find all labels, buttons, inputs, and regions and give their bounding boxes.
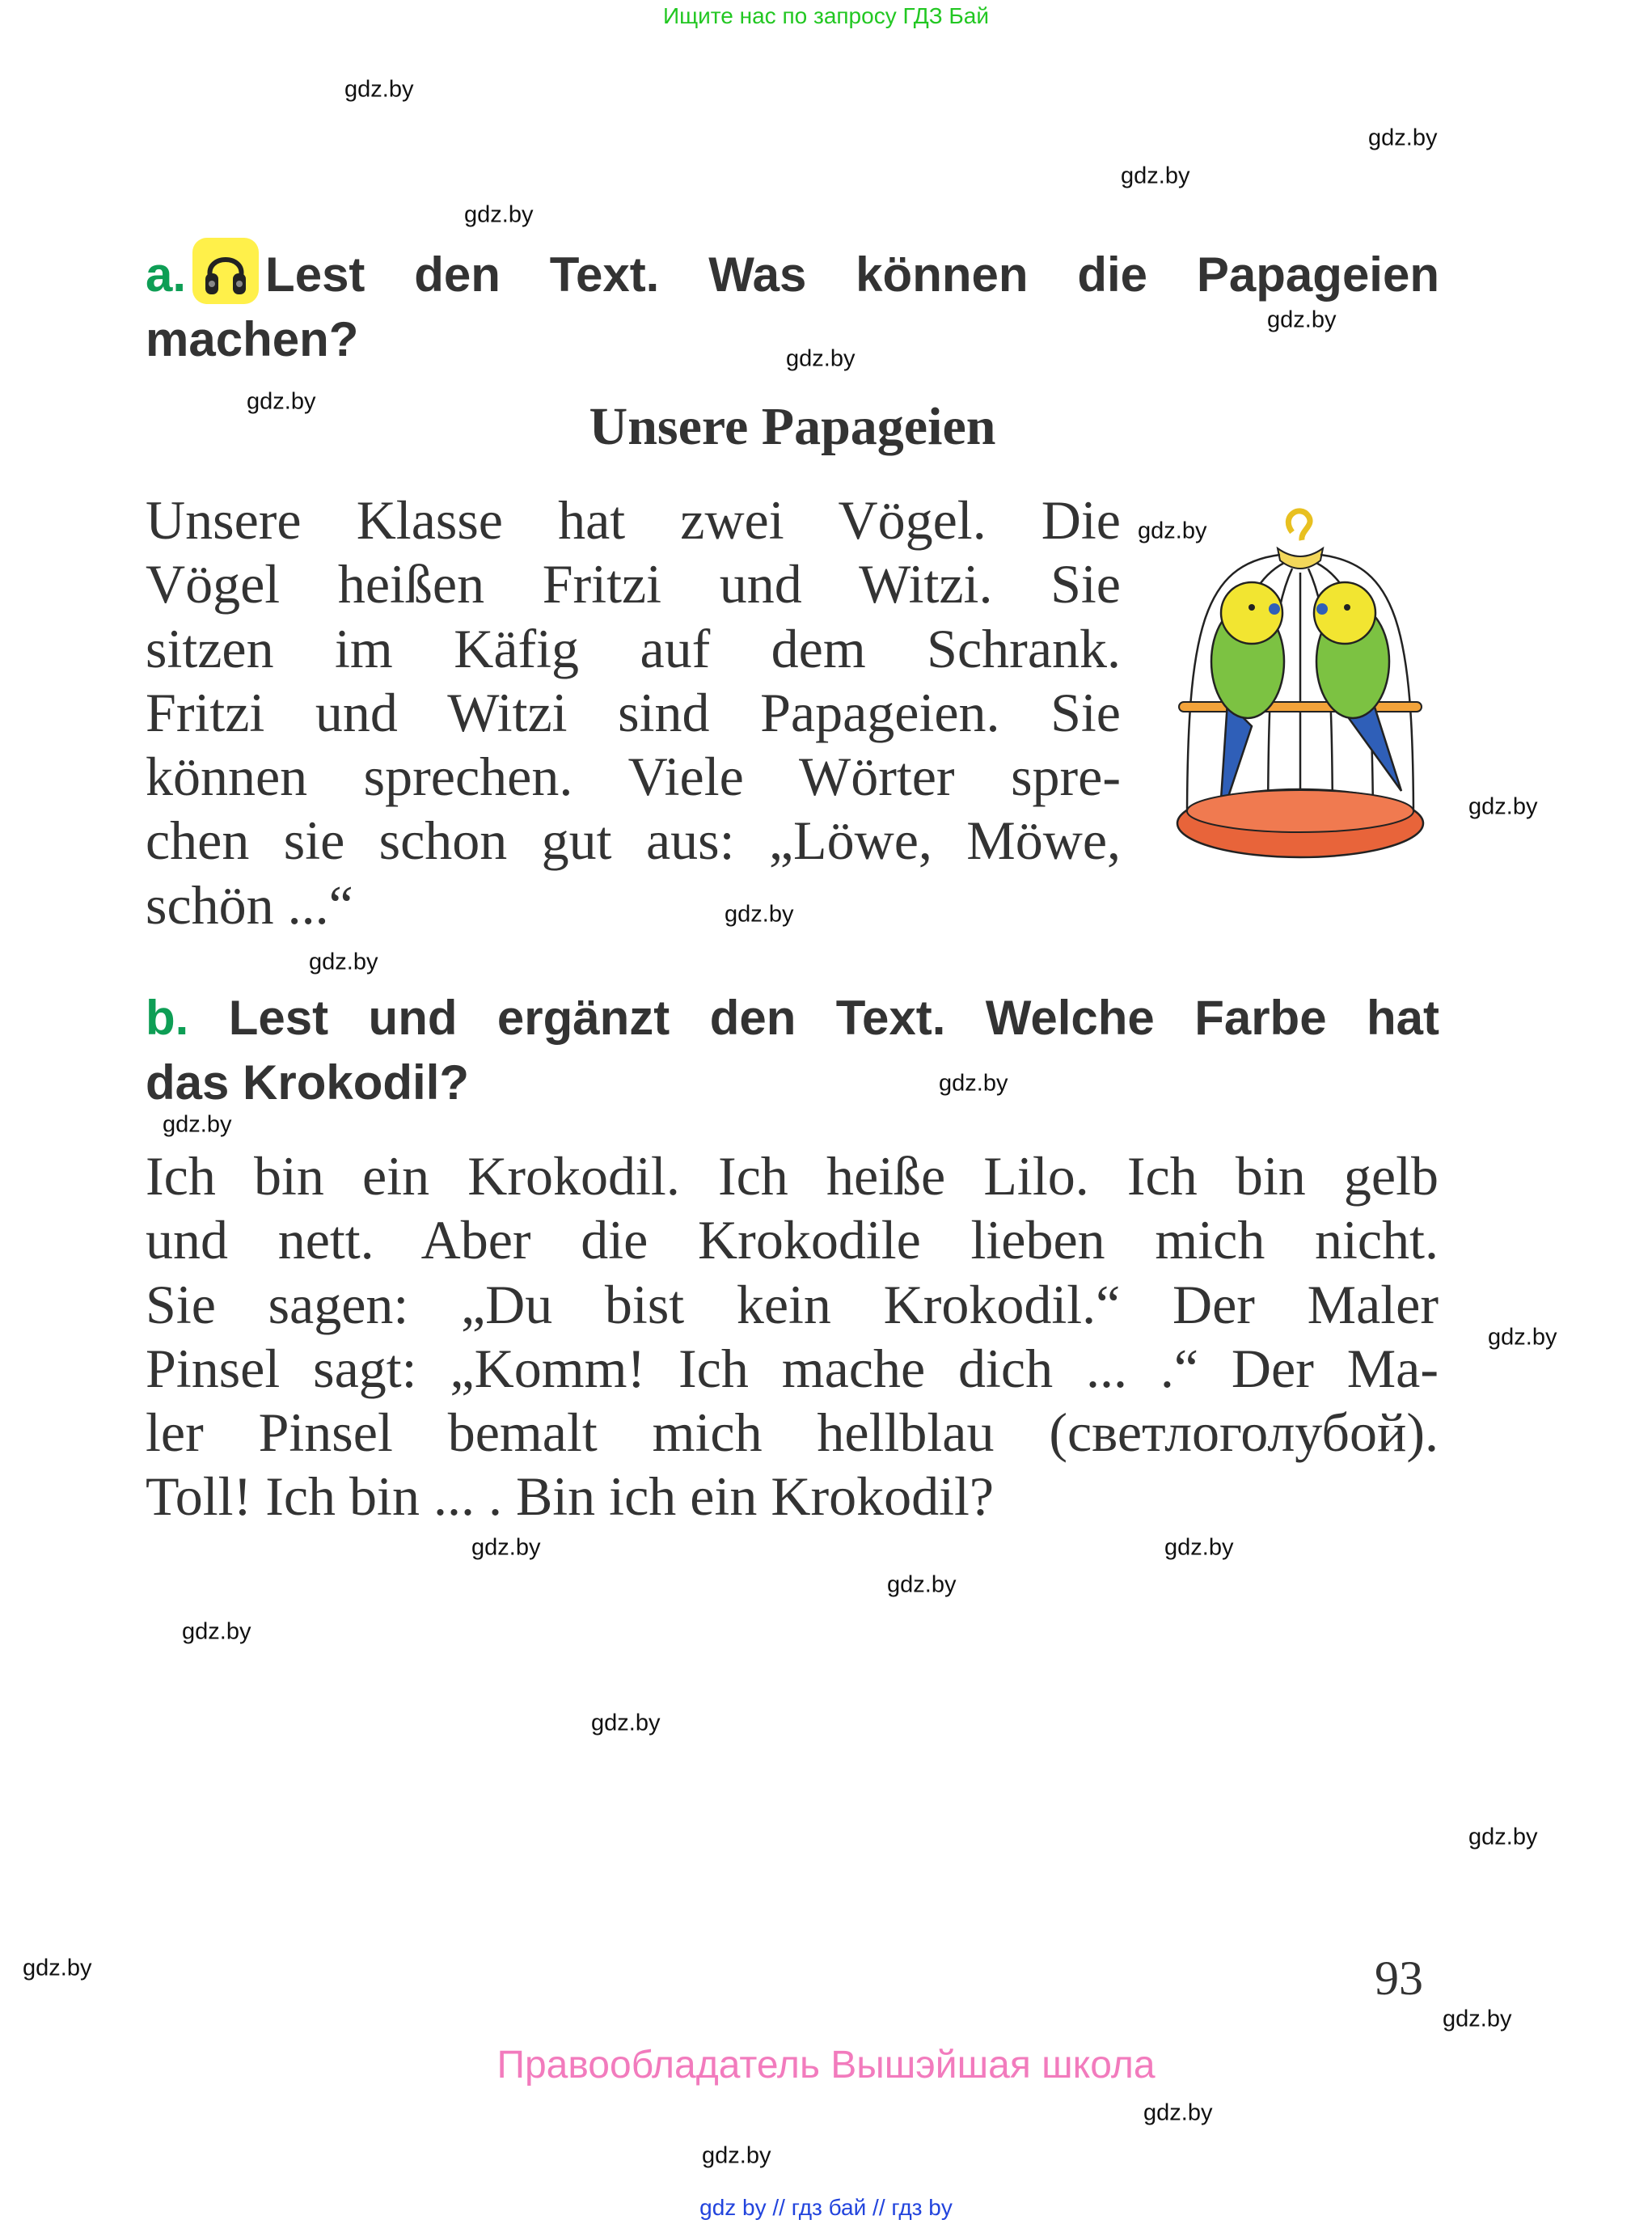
headphones-icon[interactable] bbox=[192, 238, 259, 304]
krokodil-line: Sie sagen: „Du bist kein Krokodil.“ Der Maler bbox=[146, 1273, 1439, 1335]
story-line: Fritzi und Witzi sind Papageien. Sie bbox=[146, 681, 1121, 743]
watermark: gdz.by bbox=[1443, 2006, 1512, 2032]
watermark: gdz.by bbox=[1138, 518, 1207, 544]
krokodil-line: und nett. Aber die Krokodile lieben mich nicht. bbox=[146, 1209, 1439, 1271]
story-line: können sprechen. Viele Wörter spre- bbox=[146, 746, 1121, 808]
watermark: gdz.by bbox=[725, 901, 794, 928]
task-a-text: Lest den Text. Was können die Papageien bbox=[265, 247, 1439, 302]
watermark: gdz.by bbox=[344, 76, 414, 103]
rights-holder: Правообладатель Вышэйшая школа bbox=[496, 2044, 1156, 2087]
story-line: Unsere Klasse hat zwei Vögel. Die bbox=[146, 489, 1121, 551]
watermark: gdz.by bbox=[182, 1618, 251, 1645]
task-b-text: Lest und ergänzt den Text. Welche Farbe hat bbox=[228, 991, 1439, 1045]
krokodil-line: Toll! Ich bin ... . Bin ich ein Krokodil? bbox=[146, 1465, 995, 1528]
search-hint: Ищите нас по запросу ГДЗ Бай bbox=[662, 3, 990, 28]
task-b-label: b. bbox=[146, 991, 189, 1045]
watermark: gdz.by bbox=[23, 1955, 92, 1981]
krokodil-line: Ich bin ein Krokodil. Ich heiße Lilo. Ich bin gelb bbox=[146, 1145, 1439, 1207]
watermark: gdz.by bbox=[939, 1070, 1008, 1097]
watermark: gdz.by bbox=[1488, 1324, 1557, 1351]
watermark: gdz.by bbox=[1468, 793, 1538, 820]
story-line: sitzen im Käfig auf dem Schrank. bbox=[146, 617, 1121, 679]
watermark: gdz.by bbox=[1267, 307, 1337, 333]
task-a-label: a. bbox=[146, 247, 187, 302]
watermark: gdz.by bbox=[1164, 1534, 1234, 1561]
watermark: gdz.by bbox=[1368, 125, 1438, 151]
watermark: gdz.by bbox=[1143, 2099, 1213, 2126]
story-line: chen sie schon gut aus: „Löwe, Möwe, bbox=[146, 810, 1121, 872]
krokodil-line: Pinsel sagt: „Komm! Ich mache dich ... .“ Der Ma- bbox=[146, 1337, 1439, 1399]
task-b-text-2: das Krokodil? bbox=[146, 1055, 470, 1110]
watermark: gdz.by bbox=[309, 949, 378, 975]
watermark: gdz.by bbox=[702, 2142, 771, 2169]
watermark: gdz.by bbox=[1121, 163, 1190, 189]
krokodil-text bbox=[146, 1144, 1439, 1529]
watermark: gdz.by bbox=[247, 388, 316, 415]
watermark: gdz.by bbox=[163, 1111, 232, 1138]
story-title: Unsere Papageien bbox=[589, 397, 996, 456]
story-text bbox=[146, 488, 1121, 937]
watermark: gdz.by bbox=[471, 1534, 541, 1561]
bottom-links[interactable]: gdz by // гдз бай // гдз by bbox=[699, 2195, 953, 2220]
watermark: gdz.by bbox=[464, 201, 534, 228]
page-number: 93 bbox=[1375, 1951, 1423, 2005]
task-b-heading bbox=[146, 986, 1439, 1115]
story-line: schön ...“ bbox=[146, 873, 353, 936]
story-line: Vögel heißen Fritzi und Witzi. Sie bbox=[146, 553, 1121, 615]
parrot-cage-illustration bbox=[1171, 500, 1430, 888]
krokodil-line: ler Pinsel bemalt mich hellblau (светлоголубой). bbox=[146, 1402, 1439, 1464]
task-a-text-2: machen? bbox=[146, 312, 359, 366]
watermark: gdz.by bbox=[887, 1571, 957, 1598]
watermark: gdz.by bbox=[591, 1710, 661, 1736]
watermark: gdz.by bbox=[1468, 1824, 1538, 1850]
watermark: gdz.by bbox=[786, 345, 856, 372]
